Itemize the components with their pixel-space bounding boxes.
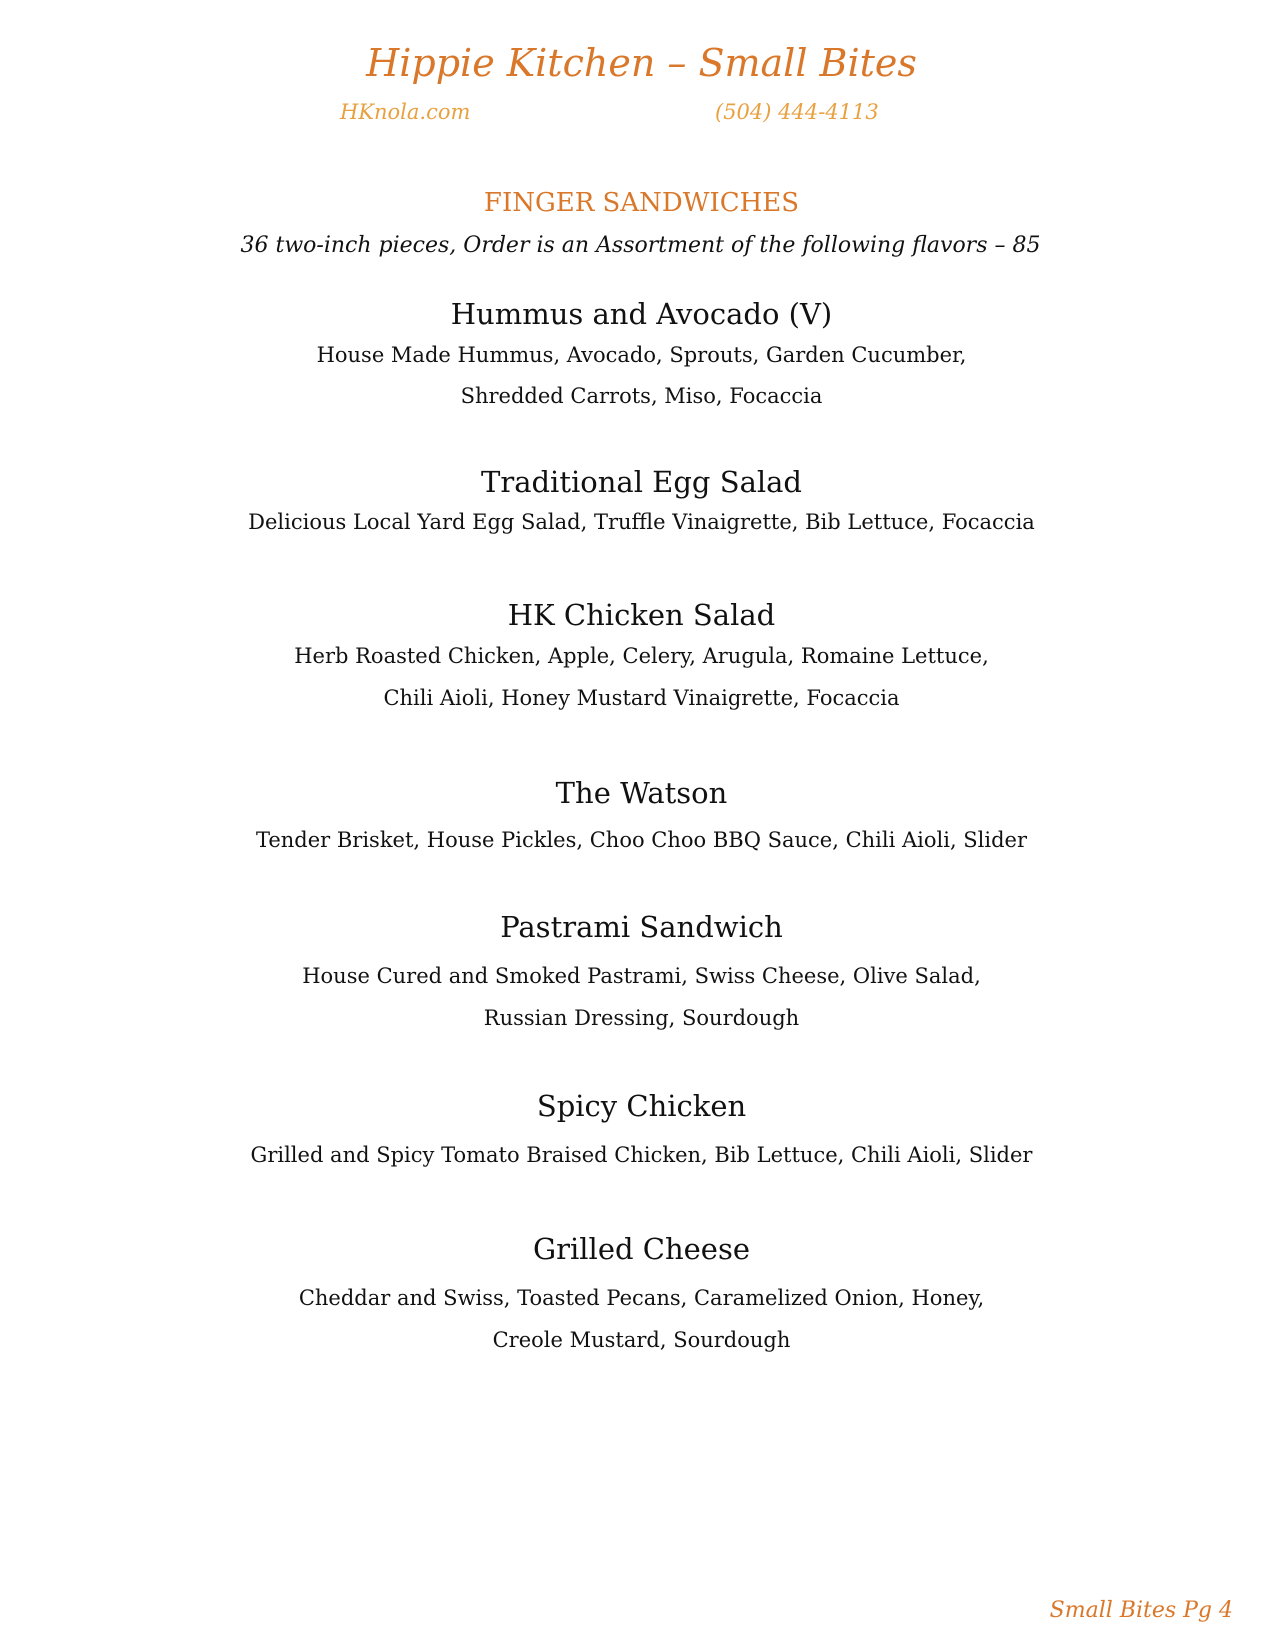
section-heading: FINGER SANDWICHES [483, 188, 800, 218]
item-description: Shredded Carrots, Miso, Focaccia [460, 384, 823, 408]
item-name: Grilled Cheese [532, 1232, 751, 1266]
item-description: Russian Dressing, Sourdough [483, 1006, 800, 1030]
item-name: Traditional Egg Salad [481, 465, 802, 499]
item-name: Spicy Chicken [536, 1089, 747, 1123]
item-description: House Made Hummus, Avocado, Sprouts, Garden Cucumber, [316, 343, 967, 367]
item-description: House Cured and Smoked Pastrami, Swiss Cheese, Olive Salad, [302, 964, 981, 988]
phone-number: (504) 444-4113 [715, 100, 879, 124]
website-text: HKnola.com [340, 100, 471, 124]
item-name: Pastrami Sandwich [500, 910, 783, 944]
item-description: Chili Aioli, Honey Mustard Vinaigrette, Focaccia [383, 686, 900, 710]
item-description: Cheddar and Swiss, Toasted Pecans, Caramelized Onion, Honey, [298, 1286, 985, 1310]
item-name: The Watson [555, 776, 728, 810]
page-title: Hippie Kitchen – Small Bites [366, 41, 917, 85]
item-description: Herb Roasted Chicken, Apple, Celery, Arugula, Romaine Lettuce, [294, 644, 989, 668]
item-description: Tender Brisket, House Pickles, Choo Choo BBQ Sauce, Chili Aioli, Slider [255, 828, 1028, 852]
item-description: Creole Mustard, Sourdough [492, 1328, 791, 1352]
item-description: Grilled and Spicy Tomato Braised Chicken, Bib Lettuce, Chili Aioli, Slider [250, 1143, 1033, 1167]
page-number: Small Bites Pg 4 [1049, 1598, 1233, 1623]
section-subtitle: 36 two-inch pieces, Order is an Assortment of the following flavors – 85 [240, 233, 1041, 258]
item-name: Hummus and Avocado (V) [450, 297, 833, 331]
item-name: HK Chicken Salad [507, 598, 776, 632]
item-description: Delicious Local Yard Egg Salad, Truffle Vinaigrette, Bib Lettuce, Focaccia [248, 510, 1035, 534]
